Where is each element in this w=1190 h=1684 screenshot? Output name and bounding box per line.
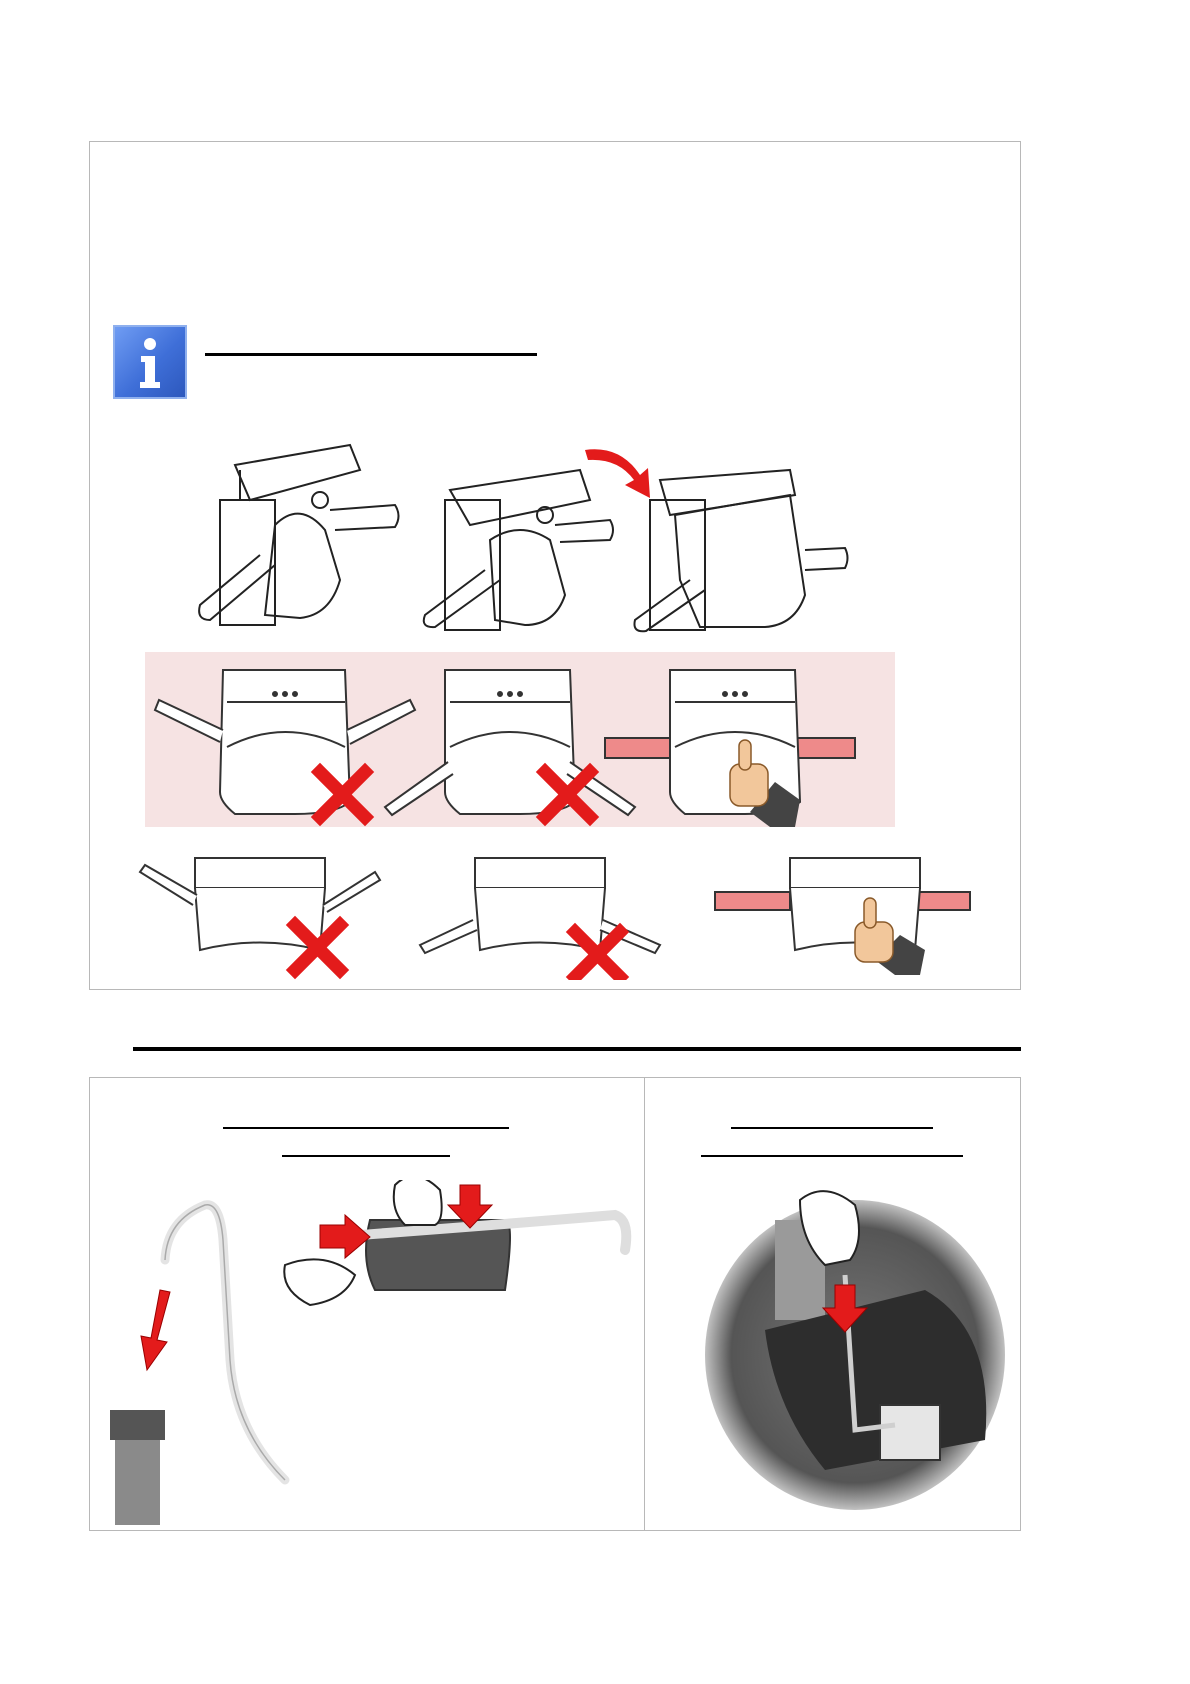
left-panel-caption-underline-2 [282, 1155, 450, 1157]
topview-wrong-down [420, 858, 660, 953]
hands-pressing-tube-into-clip [284, 1180, 626, 1305]
hook-tube-insert [110, 1205, 285, 1525]
hand-pressing-tube-onto-pump-head [705, 1180, 1005, 1525]
right-arrow-icon [320, 1215, 370, 1258]
tube-wrong-up [155, 670, 415, 814]
section-heading-rule [133, 1047, 1021, 1051]
left-panel-caption-underline-1 [223, 1127, 509, 1129]
down-arrow-icon [141, 1290, 170, 1370]
pump-head-open [199, 445, 398, 625]
info-icon [113, 325, 187, 399]
info-heading-underline [205, 353, 537, 356]
pump-head-illustrations [180, 430, 900, 650]
tube-routing-front-views [145, 652, 895, 827]
rotate-arrow-icon [585, 449, 650, 498]
right-panel-caption-underline-2 [701, 1155, 963, 1157]
pump-head-closing [424, 470, 613, 630]
hook-tube-illustration [95, 1180, 640, 1525]
right-panel-caption-underline-1 [731, 1127, 933, 1129]
tube-wrong-down [385, 670, 635, 815]
topview-wrong-up [140, 858, 380, 950]
topview-correct [715, 858, 970, 950]
pump-head-closed [634, 470, 847, 631]
tube-routing-top-views [135, 850, 975, 980]
